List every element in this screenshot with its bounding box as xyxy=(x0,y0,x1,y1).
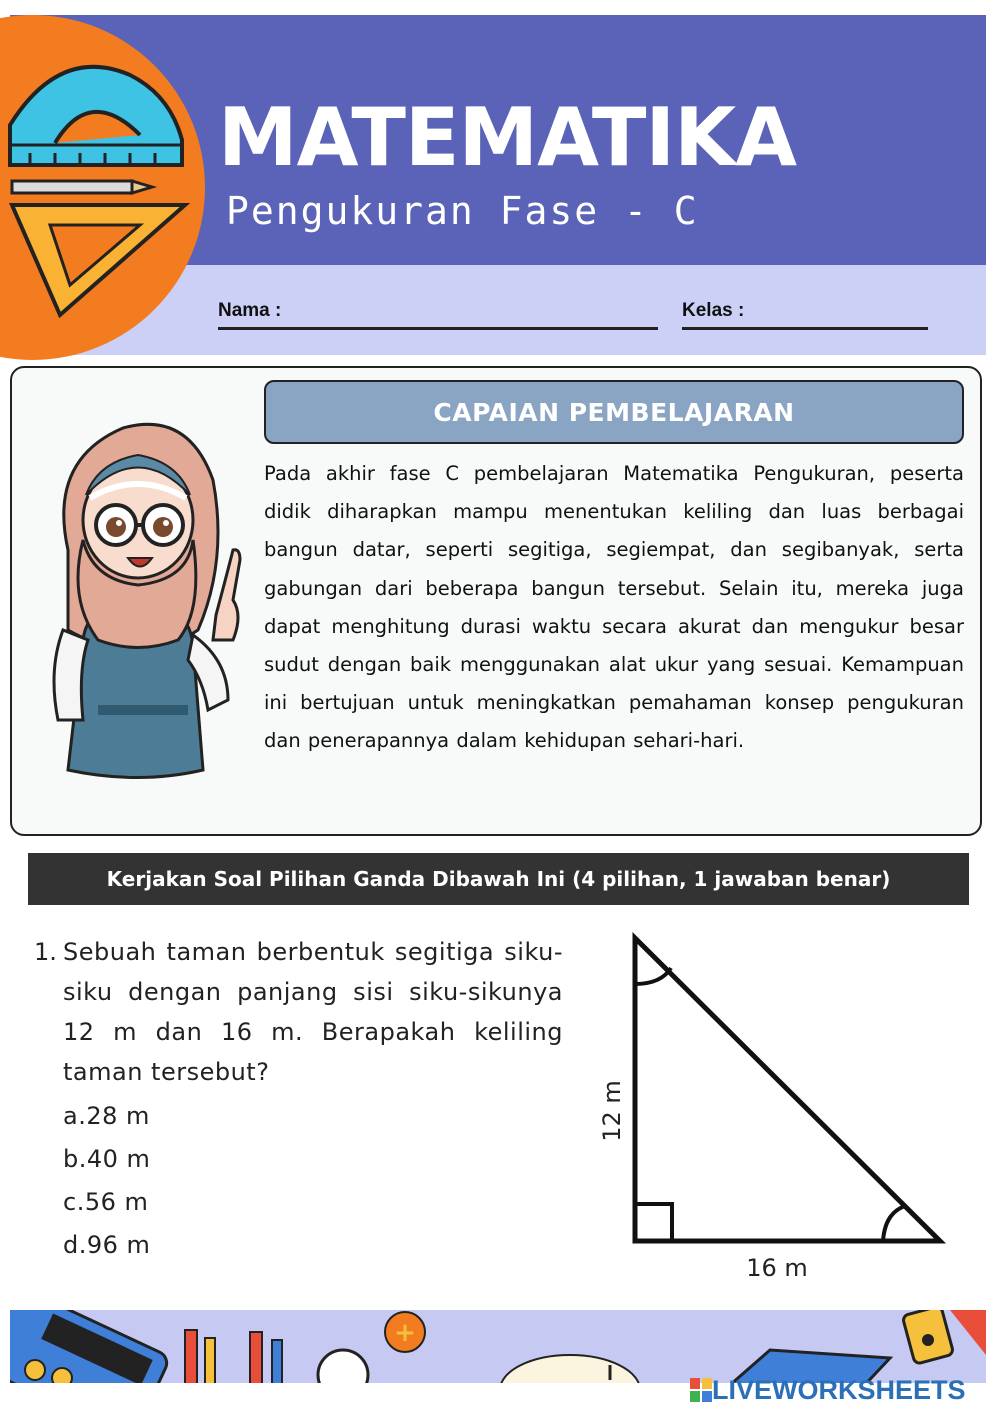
math-tools-illustration xyxy=(0,15,200,355)
pencils-icon xyxy=(185,1330,282,1383)
plus-sign-icon xyxy=(385,1312,425,1352)
right-triangle-figure xyxy=(585,928,965,1288)
triangle-shape xyxy=(635,938,940,1241)
name-label: Nama : xyxy=(218,300,282,321)
compass-icon xyxy=(318,1350,368,1383)
option-c[interactable]: c.56 m xyxy=(63,1188,149,1216)
footer-decoration xyxy=(10,1310,986,1383)
instruction-bar: Kerjakan Soal Pilihan Ganda Dibawah Ini (4 pilihan, 1 jawaban benar) xyxy=(28,853,969,905)
question-number: 1. xyxy=(34,938,57,966)
page-title: MATEMATIKA xyxy=(218,91,797,184)
ruler-icon xyxy=(902,1310,986,1364)
learning-outcome-text: Pada akhir fase C pembelajaran Matematika Pengukuran, peserta didik diharapkan mampu menentukan keliling dan luas berbagai bangun datar, seperti segitiga, segiempat, dan segibanyak, serta gabungan dari beberapa bangun tersebut. Selain itu, mereka juga dapat menghitung durasi waktu secara akurat dan mengukur besar sudut dengan baik menggunakan alat ukur yang sesuai. Kemampuan ini bertujuan untuk meningkatkan pemahaman konsep pengukuran dan penerapannya dalam kehidupan sehari-hari. xyxy=(264,462,964,753)
right-angle-marker xyxy=(635,1204,672,1241)
set-square-icon xyxy=(12,205,185,315)
option-b[interactable]: b.40 m xyxy=(63,1145,151,1173)
question-text: Sebuah taman berbentuk segitiga siku-siku dengan panjang sisi siku-sikunya 12 m dan 16 m. Berapakah keliling taman tersebut? xyxy=(63,938,563,1086)
watermark-text: LIVEWORKSHEETS xyxy=(712,1374,966,1405)
protractor-icon xyxy=(10,67,182,165)
horizontal-side-label: 16 m xyxy=(746,1254,808,1282)
name-field[interactable] xyxy=(218,327,658,330)
liveworksheets-watermark[interactable] xyxy=(690,1375,990,1405)
page-subtitle: Pengukuran Fase - C xyxy=(226,189,699,233)
calculator-icon xyxy=(10,1310,171,1383)
option-a[interactable]: a.28 m xyxy=(63,1102,150,1130)
school-supplies-illustration xyxy=(10,1310,986,1383)
bottom-angle-arc xyxy=(883,1206,905,1241)
liveworksheets-logo-icon xyxy=(690,1378,712,1402)
clock-icon xyxy=(500,1355,640,1383)
class-label: Kelas : xyxy=(682,300,745,321)
learning-outcome-title: CAPAIAN PEMBELAJARAN xyxy=(264,380,964,444)
svg-text:+: + xyxy=(394,1318,416,1348)
pencil-icon xyxy=(12,181,152,193)
class-field[interactable] xyxy=(682,327,928,330)
option-d[interactable]: d.96 m xyxy=(63,1231,151,1259)
vertical-side-label: 12 m xyxy=(598,1080,626,1142)
teacher-illustration xyxy=(28,400,248,790)
